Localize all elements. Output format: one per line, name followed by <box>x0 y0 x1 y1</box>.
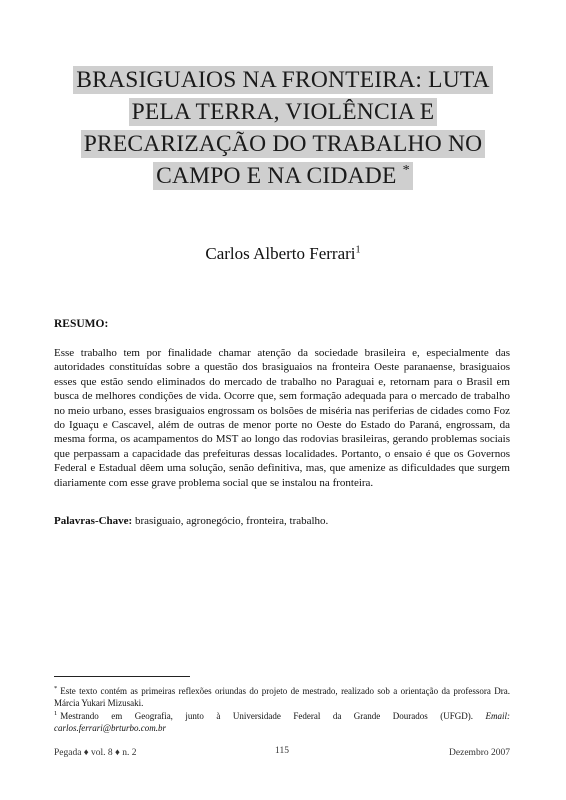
author-line <box>0 244 566 264</box>
footnotes <box>54 686 510 736</box>
title-footnote-mark: * <box>402 162 410 179</box>
keywords-text: brasiguaio, agronegócio, fronteira, trabalho. <box>132 515 329 527</box>
title-line-4 <box>153 162 413 190</box>
abstract-body: Esse trabalho tem por finalidade chamar atenção da sociedade brasileira e, especialmente das autoridades constituídas sobre a questão dos brasiguaios na fronteira Oeste paranaense, brasiguaios esses que estão sendo eliminados do mercado de trabalho no Paraguai e, retornam para o Brasil em busca de melhores condições de vida. Ocorre que, sem formação adequada para o mercado de trabalho no meio urbano, esses brasiguaios engrossam os bolsões de miséria nas periferias de cidades como Foz do Iguaçu e Cascavel, além de outras de menor porte no Oeste do Estado do Paraná, engrossam, da mesma forma, os acampamentos do MST ao longo das rodovias brasileiras, gerando problemas sociais que perpassam a capacidade das prefeituras dessas localidades. Portanto, o ensaio é que os Governos Federal e Estadual dêem uma solução, senão definitiva, mas, que amenize as dificuldades que surgem diariamente com esse grave problema social que se instalou na fronteira. <box>54 347 510 489</box>
paper-title <box>0 66 566 194</box>
footnote-separator <box>54 676 190 677</box>
title-line-2: PELA TERRA, VIOLÊNCIA E <box>129 98 438 126</box>
abstract-heading: RESUMO: <box>54 318 109 330</box>
footnote-mark-1: 1 <box>54 710 58 717</box>
page-number: 115 <box>275 746 289 756</box>
author-name: Carlos Alberto Ferrari <box>205 244 356 263</box>
footnote-email[interactable]: carlos.ferrari@brturbo.com.br <box>54 722 167 733</box>
footnote-title <box>54 686 510 709</box>
keywords-label: Palavras-Chave: <box>54 515 133 527</box>
footnote-mark-star: * <box>54 685 58 692</box>
title-line-3: PRECARIZAÇÃO DO TRABALHO NO <box>81 130 486 158</box>
issue-date: Dezembro 2007 <box>449 748 510 758</box>
journal-info: Pegada ♦ vol. 8 ♦ n. 2 <box>54 748 137 758</box>
footnote-author-text: Mestrando em Geografia, junto à Universidade Federal da Grande Dourados (UFGD). <box>60 711 474 721</box>
footnote-title-text: Este texto contém as primeiras reflexões oriundas do projeto de mestrado, realizado sob a orientação da professora Dra. Márcia Yukari Mizusaki. <box>54 686 510 708</box>
footnote-email-label: Email: <box>485 711 511 721</box>
title-line-4-text: CAMPO E NA CIDADE <box>156 163 397 189</box>
title-line-1: BRASIGUAIOS NA FRONTEIRA: LUTA <box>73 66 492 94</box>
footnote-author <box>54 711 510 734</box>
keywords <box>54 514 510 528</box>
author-footnote-mark: 1 <box>355 244 361 256</box>
